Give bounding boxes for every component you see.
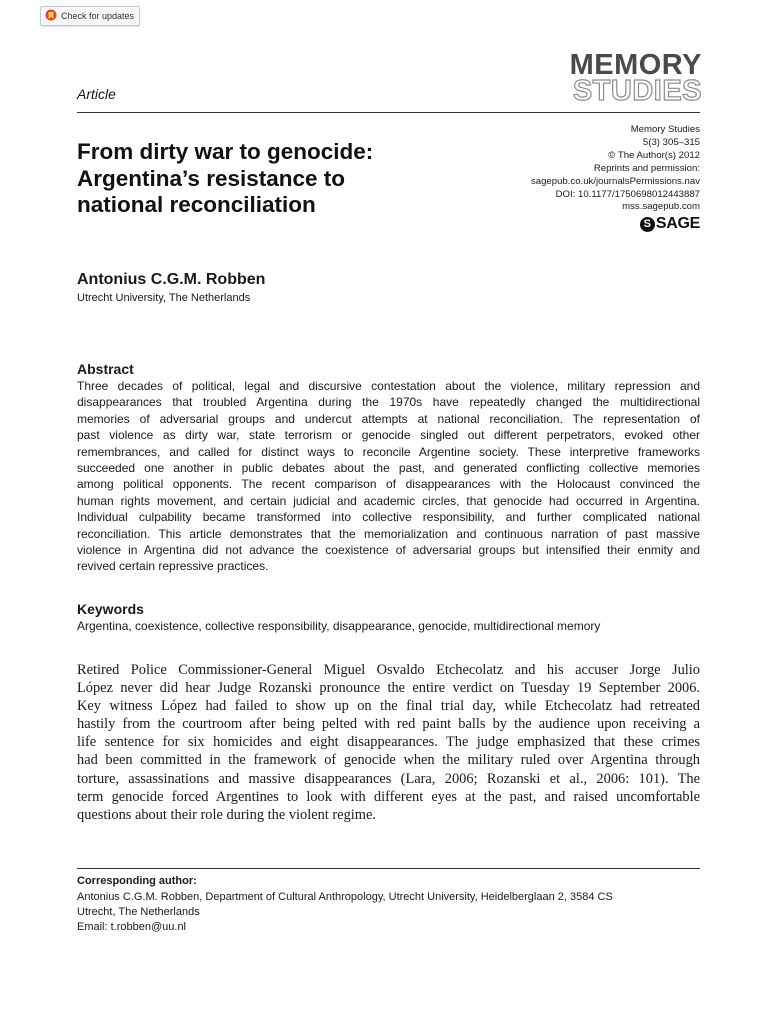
bookmark-icon (45, 9, 57, 23)
header-rule (77, 112, 700, 113)
abstract-line: reconciliation. This article demonstrates that the memorialization and continuous narration of past massive (77, 526, 700, 541)
body-line: López never did hear Judge Rozanski pronounce the entire verdict on Tuesday 19 September 2006. (77, 680, 700, 697)
body-line: term genocide forced Argentines to look with different eyes at the past, and raised uncomfortable (77, 788, 700, 805)
corresponding-author-heading: Corresponding author: (77, 875, 197, 887)
journal-logo-line1: MEMORY (569, 49, 702, 81)
meta-line: Reprints and permission: (593, 162, 700, 174)
journal-meta (531, 124, 700, 214)
title-line: From dirty war to genocide: (77, 139, 374, 164)
abstract-line: violence in Argentina did not advance the coexistence of adversarial groups but intensified their enmity and (77, 542, 700, 557)
body-paragraph (77, 661, 700, 824)
abstract-text (77, 378, 700, 575)
corresponding-line: Utrecht, The Netherlands (77, 906, 200, 918)
abstract-line: remembrances, and called for distinct ways to reconcile Argentine society. These interpretive frameworks (77, 444, 700, 459)
abstract-line: past violence as dirty war, state terrorism or genocide singled out different perpetrators, evoked other (77, 428, 700, 443)
sage-icon: S (640, 217, 655, 232)
permissions-link[interactable]: sagepub.co.uk/journalsPermissions.nav (530, 175, 700, 187)
abstract-line: Three decades of political, legal and discursive contestation about the violence, military repression and (77, 379, 700, 393)
body-line: Retired Police Commissioner-General Miguel Osvaldo Etchecolatz and his accuser Jorge Julio (77, 662, 700, 678)
sage-logo (640, 215, 700, 233)
abstract-line: revived certain repressive practices. (77, 559, 269, 574)
body-line: questions about their role during the violent regime. (77, 806, 376, 823)
keywords-text: Argentina, coexistence, collective responsibility, disappearance, genocide, multidirectional memory (77, 619, 601, 633)
abstract-line: human rights movement, and certain judicial and academic circles, that genocide had occurred in Argentina. (77, 493, 700, 508)
abstract-line: among political opponents. The recent comparison of disappearances with the Holocaust convinced the (77, 477, 700, 492)
journal-url-link[interactable]: mss.sagepub.com (622, 201, 700, 213)
check-for-updates-button[interactable] (40, 6, 140, 26)
abstract-line: memories of adversarial groups and undercut attempts at national reconciliation. The representation of (77, 411, 700, 426)
abstract-line: succeeded one another in public debates about the past, and generated conflicting collective memories (77, 460, 700, 475)
body-line: life sentence for six homicides and eight disappearances. The judge emphasized that these crimes (77, 734, 700, 751)
article-type: Article (77, 86, 116, 102)
article-title (77, 139, 497, 219)
body-line: had been committed in the framework of genocide when the military ruled over Argentina through (77, 752, 700, 769)
keywords-heading: Keywords (77, 601, 144, 617)
abstract-line: disappearances that troubled Argentina during the 1970s have repeatedly changed the multidirectional (77, 395, 700, 410)
meta-line: © The Author(s) 2012 (608, 149, 700, 161)
journal-logo (532, 49, 702, 107)
check-for-updates-label: Check for updates (61, 11, 135, 21)
meta-line: Memory Studies (630, 124, 700, 135)
body-line: torture, assassinations and massive disappearances (Lara, 2006; Rozanski et al., 2006: 101). The (77, 770, 700, 787)
footer-rule (77, 868, 700, 869)
sage-logo-text: SAGE (655, 215, 700, 232)
corresponding-author-details (77, 890, 613, 935)
journal-logo-line2: STUDIES (572, 75, 702, 107)
title-line: Argentina’s resistance to (77, 165, 346, 191)
author-affiliation: Utrecht University, The Netherlands (77, 292, 251, 304)
body-line: hastily from the courtroom after being pelted with red paint balls by the audience upon receiving a (77, 716, 700, 733)
abstract-heading: Abstract (77, 361, 134, 377)
doi-link[interactable]: DOI: 10.1177/1750698012443887 (555, 188, 700, 200)
meta-line: 5(3) 305–315 (642, 136, 700, 148)
title-line: national reconciliation (77, 192, 316, 217)
abstract-line: Individual culpability became transformed into collective responsibility, and further complicated national (77, 510, 700, 525)
body-line: Key witness López had failed to show up on the final trial day, while Etchecolatz had retreated (77, 698, 700, 715)
corresponding-line: Antonius C.G.M. Robben, Department of Cultural Anthropology, Utrecht University, Heidelberglaan 2, 3584 CS (77, 891, 613, 903)
author-name: Antonius C.G.M. Robben (77, 271, 266, 288)
corresponding-email-link[interactable]: Email: t.robben@uu.nl (77, 921, 187, 933)
